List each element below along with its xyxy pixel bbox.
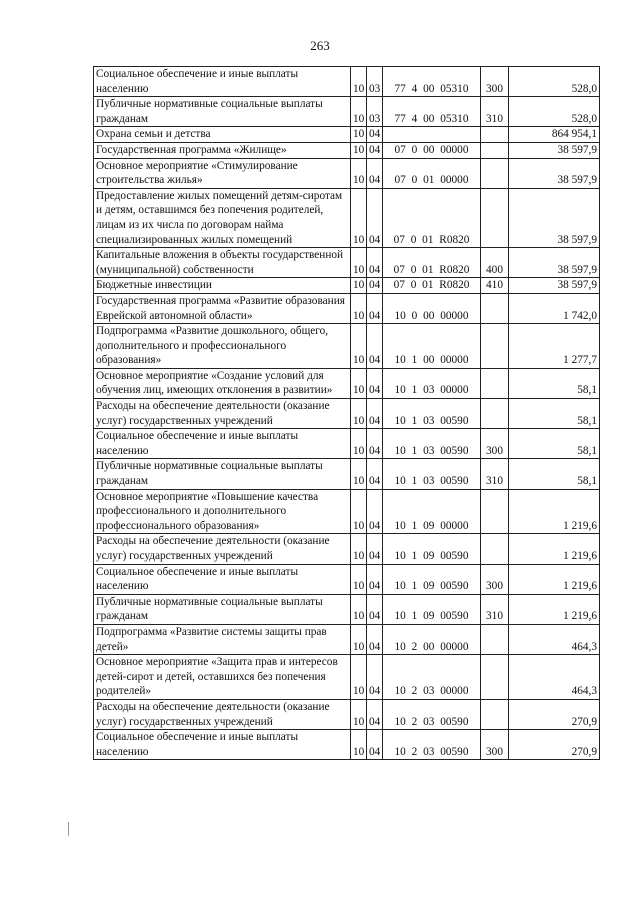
- row-amount: 58,1: [509, 368, 600, 398]
- budget-table-body: [94, 67, 600, 760]
- table-row: [94, 324, 600, 369]
- row-target-article-code: [383, 188, 481, 247]
- row-name: Социальное обеспечение и иные выплаты населению: [94, 730, 351, 760]
- row-subsection-code: 04: [367, 564, 383, 594]
- row-section-code: 10: [351, 730, 367, 760]
- row-amount: 864 954,1: [509, 127, 600, 143]
- row-target-article-code-text: 10 2 03 00000: [394, 685, 469, 698]
- row-subsection-code: 04: [367, 624, 383, 654]
- row-amount: 1 219,6: [509, 564, 600, 594]
- row-amount: 270,9: [509, 699, 600, 729]
- row-target-article-code-text: 10 1 09 00590: [394, 610, 469, 623]
- row-expense-type-code: [481, 188, 509, 247]
- row-target-article-code-text: 77 4 00 05310: [394, 82, 469, 95]
- row-name: Бюджетные инвестиции: [94, 278, 351, 294]
- table-row: [94, 188, 600, 247]
- row-target-article-code: [383, 97, 481, 127]
- row-subsection-code: 04: [367, 730, 383, 760]
- row-expense-type-code: 300: [481, 67, 509, 97]
- row-target-article-code-text: 10 2 00 00000: [394, 640, 469, 653]
- row-expense-type-code: 400: [481, 248, 509, 278]
- row-target-article-code-text: 07 0 00 00000: [394, 143, 469, 156]
- row-target-article-code-text: 07 0 01 00000: [394, 174, 469, 187]
- table-row: [94, 489, 600, 534]
- budget-table: [93, 66, 600, 760]
- row-name: Социальное обеспечение и иные выплаты населению: [94, 429, 351, 459]
- row-name: Публичные нормативные социальные выплаты гражданам: [94, 97, 351, 127]
- row-name: Основное мероприятие «Стимулирование строительства жилья»: [94, 158, 351, 188]
- row-amount: 270,9: [509, 730, 600, 760]
- row-target-article-code-text: 10 1 09 00590: [394, 580, 469, 593]
- row-expense-type-code: [481, 368, 509, 398]
- row-target-article-code-text: 10 1 09 00590: [394, 550, 469, 562]
- row-section-code: 10: [351, 399, 367, 429]
- row-subsection-code: 04: [367, 127, 383, 143]
- row-section-code: 10: [351, 97, 367, 127]
- row-subsection-code: 04: [367, 293, 383, 323]
- row-name: Расходы на обеспечение деятельности (оказание услуг) государственных учреждений: [94, 699, 351, 729]
- row-amount: 464,3: [509, 624, 600, 654]
- table-row: [94, 97, 600, 127]
- row-section-code: 10: [351, 594, 367, 624]
- row-expense-type-code: [481, 127, 509, 143]
- scan-mark: [68, 822, 69, 836]
- row-name: Расходы на обеспечение деятельности (оказание услуг) государственных учреждений: [94, 399, 351, 429]
- row-target-article-code: [383, 624, 481, 654]
- row-subsection-code: 04: [367, 324, 383, 369]
- row-name: Основное мероприятие «Повышение качества профессионального и дополнительного профессионального образования»: [94, 489, 351, 534]
- row-name: Социальное обеспечение и иные выплаты населению: [94, 564, 351, 594]
- table-row: [94, 368, 600, 398]
- row-target-article-code: [383, 158, 481, 188]
- row-target-article-code-text: 10 1 09 00000: [394, 519, 469, 532]
- row-name: Социальное обеспечение и иные выплаты населению: [94, 67, 351, 97]
- table-row: [94, 534, 600, 564]
- row-name: Предоставление жилых помещений детям-сиротам и детям, оставшимся без попечения родителей, лицам из их числа по договорам найма специализированных жилых помещений: [94, 188, 351, 247]
- row-name: Государственная программа «Развитие образования Еврейской автономной области»: [94, 293, 351, 323]
- row-amount: 38 597,9: [509, 188, 600, 247]
- row-expense-type-code: [481, 489, 509, 534]
- row-amount: 58,1: [509, 429, 600, 459]
- row-subsection-code: 04: [367, 142, 383, 158]
- row-section-code: 10: [351, 624, 367, 654]
- table-row: [94, 655, 600, 700]
- row-target-article-code: [383, 368, 481, 398]
- row-expense-type-code: 300: [481, 730, 509, 760]
- table-row: [94, 699, 600, 729]
- row-target-article-code-text: 07 0 01 R0820: [393, 263, 470, 276]
- row-amount: 1 219,6: [509, 489, 600, 534]
- row-target-article-code: [383, 248, 481, 278]
- row-subsection-code: 04: [367, 459, 383, 489]
- row-target-article-code: [383, 127, 481, 143]
- row-subsection-code: 04: [367, 655, 383, 700]
- row-name: Основное мероприятие «Защита прав и интересов детей-сирот и детей, оставшихся без попечения родителей»: [94, 655, 351, 700]
- row-name: Подпрограмма «Развитие системы защиты прав детей»: [94, 624, 351, 654]
- row-target-article-code: [383, 293, 481, 323]
- row-subsection-code: 04: [367, 429, 383, 459]
- row-section-code: 10: [351, 324, 367, 369]
- row-expense-type-code: [481, 534, 509, 564]
- page-number: 263: [310, 38, 330, 53]
- row-section-code: 10: [351, 489, 367, 534]
- row-amount: 1 277,7: [509, 324, 600, 369]
- row-expense-type-code: 410: [481, 278, 509, 294]
- row-target-article-code: [383, 67, 481, 97]
- row-target-article-code-text: 77 4 00 05310: [394, 112, 469, 125]
- row-target-article-code-text: 10 1 00 00000: [394, 354, 469, 367]
- row-section-code: 10: [351, 368, 367, 398]
- row-amount: 1 219,6: [509, 594, 600, 624]
- row-target-article-code: [383, 278, 481, 294]
- row-target-article-code-text: 10 1 03 00590: [394, 475, 469, 488]
- row-subsection-code: 04: [367, 594, 383, 624]
- row-subsection-code: 04: [367, 188, 383, 247]
- row-section-code: 10: [351, 127, 367, 143]
- row-target-article-code: [383, 534, 481, 564]
- row-target-article-code-text: 10 2 03 00590: [394, 715, 469, 728]
- row-target-article-code-text: 10 2 03 00590: [394, 745, 469, 758]
- row-target-article-code: [383, 429, 481, 459]
- row-section-code: 10: [351, 248, 367, 278]
- row-section-code: 10: [351, 429, 367, 459]
- row-amount: 58,1: [509, 399, 600, 429]
- table-row: [94, 293, 600, 323]
- table-row: [94, 564, 600, 594]
- row-amount: 464,3: [509, 655, 600, 700]
- row-expense-type-code: 300: [481, 564, 509, 594]
- row-target-article-code: [383, 489, 481, 534]
- row-section-code: 10: [351, 655, 367, 700]
- row-expense-type-code: 310: [481, 459, 509, 489]
- table-row: [94, 399, 600, 429]
- row-target-article-code-text: 10 1 03 00590: [394, 444, 469, 457]
- table-row: [94, 158, 600, 188]
- row-section-code: 10: [351, 459, 367, 489]
- row-subsection-code: 04: [367, 278, 383, 294]
- row-expense-type-code: 300: [481, 429, 509, 459]
- row-expense-type-code: [481, 655, 509, 700]
- row-section-code: 10: [351, 699, 367, 729]
- row-name: Капитальные вложения в объекты государственной (муниципальной) собственности: [94, 248, 351, 278]
- row-subsection-code: 04: [367, 534, 383, 564]
- row-target-article-code-text: 07 0 01 R0820: [393, 279, 470, 292]
- row-target-article-code: [383, 324, 481, 369]
- row-amount: 1 219,6: [509, 534, 600, 564]
- row-section-code: 10: [351, 158, 367, 188]
- row-name: Государственная программа «Жилище»: [94, 142, 351, 158]
- row-section-code: 10: [351, 278, 367, 294]
- row-name: Основное мероприятие «Создание условий для обучения лиц, имеющих отклонения в развитии»: [94, 368, 351, 398]
- row-subsection-code: 03: [367, 67, 383, 97]
- row-section-code: 10: [351, 142, 367, 158]
- row-target-article-code: [383, 142, 481, 158]
- row-name: Публичные нормативные социальные выплаты гражданам: [94, 459, 351, 489]
- row-amount: 38 597,9: [509, 142, 600, 158]
- row-amount: 58,1: [509, 459, 600, 489]
- row-section-code: 10: [351, 564, 367, 594]
- row-target-article-code-text: 10 1 03 00590: [394, 414, 469, 427]
- row-expense-type-code: [481, 142, 509, 158]
- row-target-article-code: [383, 655, 481, 700]
- row-expense-type-code: [481, 399, 509, 429]
- row-expense-type-code: [481, 293, 509, 323]
- row-subsection-code: 04: [367, 399, 383, 429]
- row-name: Расходы на обеспечение деятельности (оказание услуг) государственных учреждений: [94, 534, 351, 564]
- table-row: [94, 594, 600, 624]
- row-expense-type-code: 310: [481, 594, 509, 624]
- row-target-article-code: [383, 399, 481, 429]
- row-expense-type-code: [481, 158, 509, 188]
- row-target-article-code: [383, 459, 481, 489]
- table-row: [94, 429, 600, 459]
- row-amount: 528,0: [509, 97, 600, 127]
- row-target-article-code: [383, 699, 481, 729]
- row-target-article-code: [383, 730, 481, 760]
- row-expense-type-code: [481, 699, 509, 729]
- row-target-article-code-text: 10 1 03 00000: [394, 384, 469, 397]
- row-section-code: 10: [351, 534, 367, 564]
- table-row: [94, 67, 600, 97]
- row-section-code: 10: [351, 293, 367, 323]
- row-subsection-code: 03: [367, 97, 383, 127]
- table-row: [94, 624, 600, 654]
- row-amount: 528,0: [509, 67, 600, 97]
- row-target-article-code-text: 10 0 00 00000: [394, 309, 469, 322]
- row-section-code: 10: [351, 67, 367, 97]
- table-row: [94, 278, 600, 294]
- row-subsection-code: 04: [367, 699, 383, 729]
- row-expense-type-code: [481, 324, 509, 369]
- row-amount: 1 742,0: [509, 293, 600, 323]
- row-expense-type-code: 310: [481, 97, 509, 127]
- table-row: [94, 730, 600, 760]
- row-subsection-code: 04: [367, 248, 383, 278]
- row-subsection-code: 04: [367, 368, 383, 398]
- row-name: Охрана семьи и детства: [94, 127, 351, 143]
- row-target-article-code: [383, 594, 481, 624]
- row-expense-type-code: [481, 624, 509, 654]
- table-row: [94, 127, 600, 143]
- row-name: Публичные нормативные социальные выплаты гражданам: [94, 594, 351, 624]
- table-row: [94, 142, 600, 158]
- row-amount: 38 597,9: [509, 278, 600, 294]
- table-row: [94, 459, 600, 489]
- row-amount: 38 597,9: [509, 158, 600, 188]
- row-section-code: 10: [351, 188, 367, 247]
- row-subsection-code: 04: [367, 158, 383, 188]
- table-row: [94, 248, 600, 278]
- row-subsection-code: 04: [367, 489, 383, 534]
- row-amount: 38 597,9: [509, 248, 600, 278]
- row-name: Подпрограмма «Развитие дошкольного, общего, дополнительного и профессионального образования»: [94, 324, 351, 369]
- row-target-article-code-text: 07 0 01 R0820: [393, 233, 470, 246]
- row-target-article-code: [383, 564, 481, 594]
